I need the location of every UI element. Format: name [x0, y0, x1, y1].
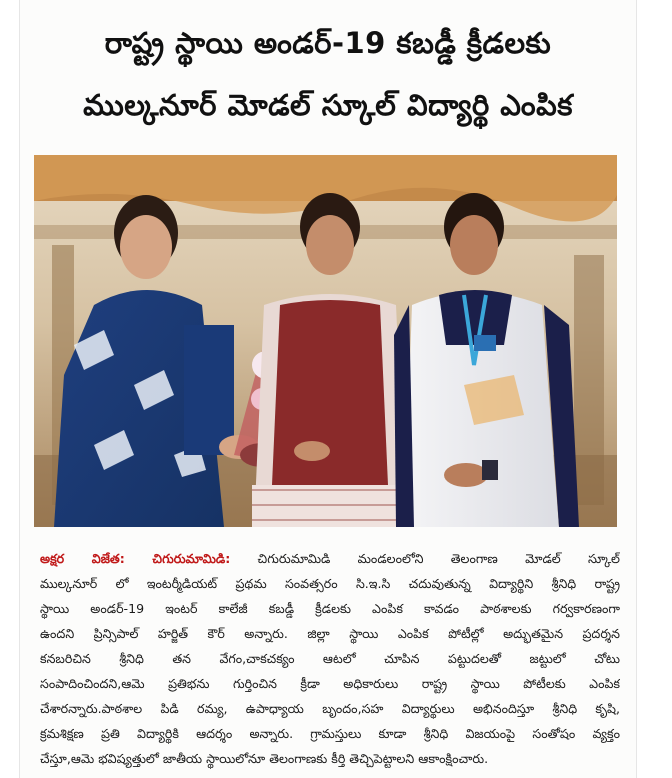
article-line-text: చిగురుమామిడి మండలంలోని తెలంగాణ మోడల్ స్కూల్	[230, 551, 620, 566]
article-line-1	[40, 546, 620, 571]
article-line-4: ఉందని ప్రిన్సిపాల్ హర్జిత్ కౌర్ అన్నారు. జిల్లా స్థాయి ఎంపిక పోటీల్లో అద్భుతమైన ప్రదర్శన	[40, 626, 620, 641]
article-line-2: ముల్కనూర్ లో ఇంటర్మీడియట్ ప్రథమ సంవత్సరం సి.ఇ.సి చదువుతున్న విద్యార్థిని శ్రీనిధి రాష్ట్ర	[40, 576, 620, 591]
headline-line-2: ముల్కనూర్ మోడల్ స్కూల్ విద్యార్థి ఎంపిక	[83, 88, 573, 122]
headline-line-1: రాష్ట్ర స్థాయి అండర్-19 కబడ్డీ క్రీడలకు	[104, 26, 552, 60]
group-photo-icon	[34, 155, 617, 527]
article-line-9: చేస్తూ,ఆమె భవిష్యత్తులో జాతీయ స్థాయిలోనూ తెలంగాణకు కీర్తి తెచ్చిపెట్టాలని ఆకాంక్షించారు.	[40, 751, 489, 766]
article-line-7: చేశారన్నారు.పాఠశాల పిడి రమ్య, ఉపాధ్యాయ బృందం,సహ విద్యార్థులు అభినందిస్తూ శ్రీనిధి కృషి,	[40, 701, 620, 716]
news-photo	[34, 155, 617, 527]
article-line-6: సంపాదించిందని,ఆమె ప్రతిభను గుర్తించిన క్రీడా అధికారులు రాష్ట్ర స్థాయి పోటీలకు ఎంపిక	[40, 676, 620, 691]
article-line-8: క్రమశిక్షణ ప్రతి విద్యార్థికి ఆదర్శం అన్నారు. గ్రామస్తులు కూడా శ్రీనిధి విజయంపై సంతోషం వ్యక్తం	[40, 726, 620, 741]
article-line-3: స్థాయి అండర్-19 ఇంటర్ కాలేజీ కబడ్డీ క్రీడలకు ఎంపిక కావడం పాఠశాలకు గర్వకారణంగా	[40, 601, 620, 616]
article-dateline: అక్షర విజేత: చిగురుమామిడి:	[40, 551, 231, 566]
article-body	[40, 546, 620, 771]
article-line-5: కనబరిచిన శ్రీనిధి తన వేగం,చాకచక్యం ఆటలో చూపిన పట్టుదలతో జట్టులో చోటు	[40, 651, 620, 666]
